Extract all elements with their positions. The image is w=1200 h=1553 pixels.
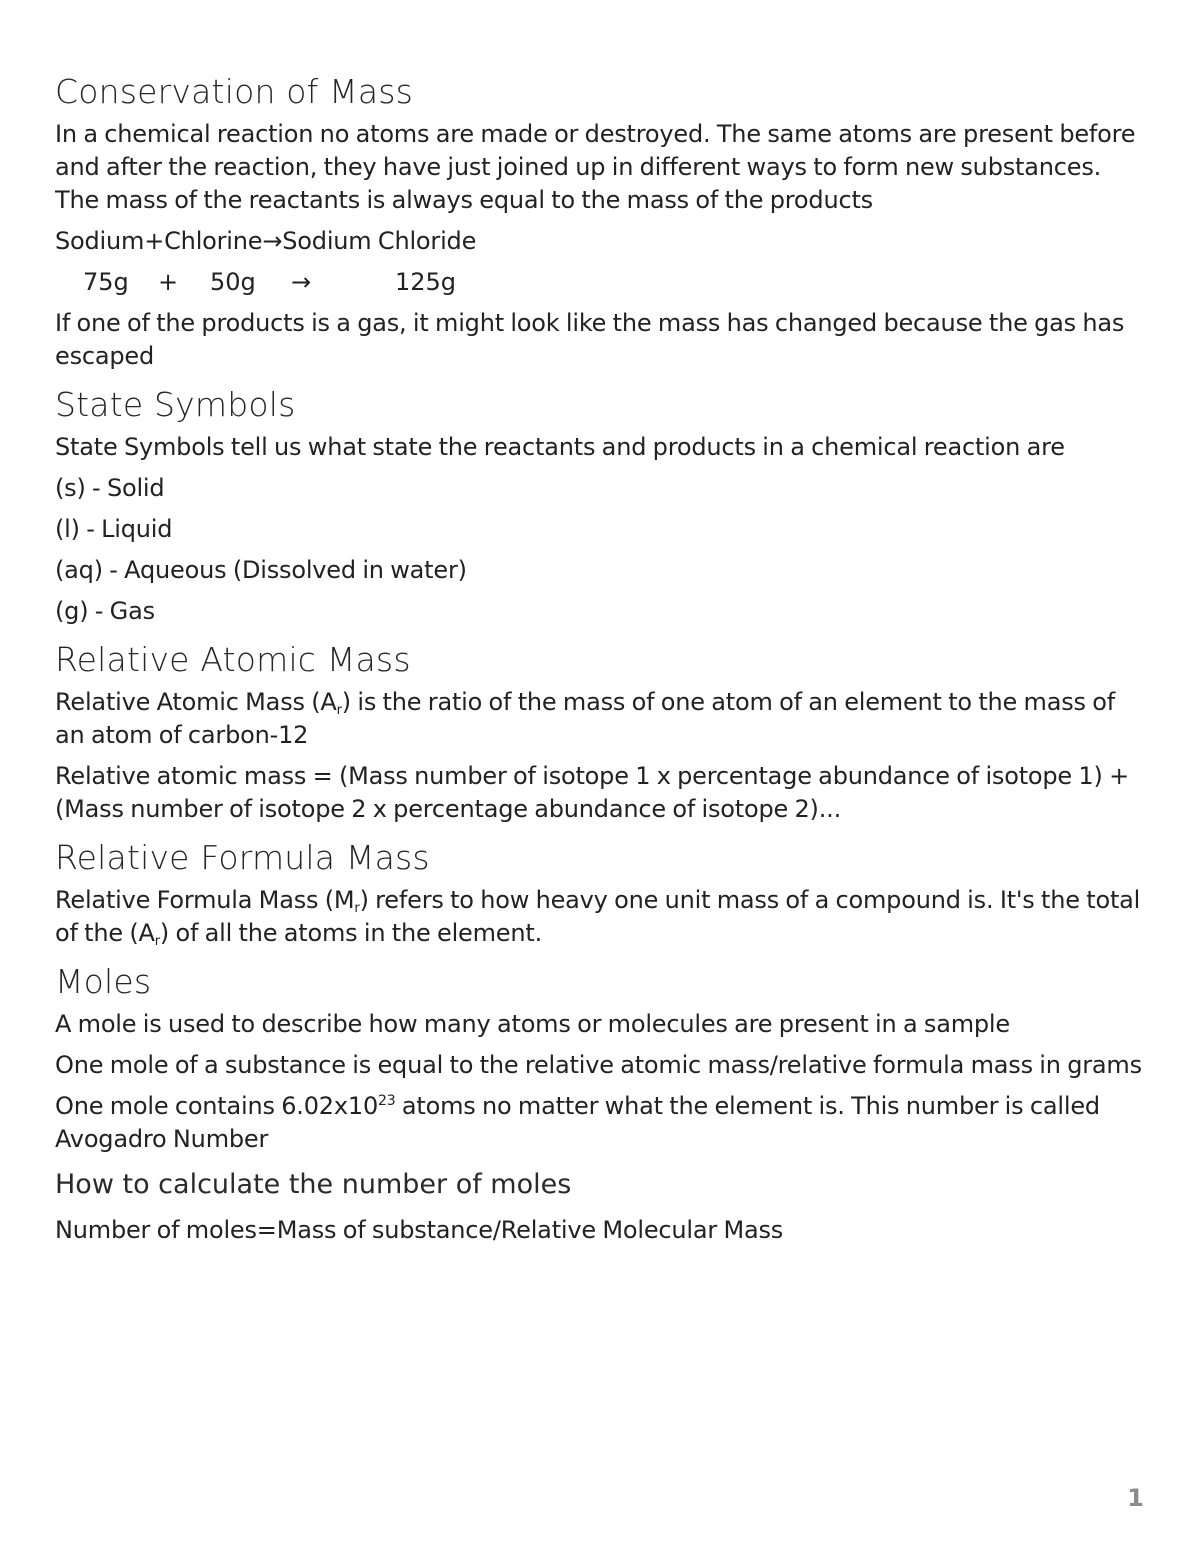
arrow-symbol: → [291, 268, 312, 296]
document-page [55, 72, 1150, 1259]
mass-product: 125g [395, 268, 457, 296]
state-symbol-liquid: (l) - Liquid [55, 515, 173, 543]
section-state-symbols [55, 385, 1150, 628]
avogadro-exponent: 23 [378, 1093, 396, 1109]
paragraph-relative-atomic-mass-definition [55, 686, 1150, 752]
mass-sodium: 75g [83, 268, 129, 296]
rfm-subscript: r [354, 901, 360, 916]
heading-relative-formula-mass: Relative Formula Mass [55, 838, 430, 877]
paragraph-gas-escape: If one of the products is a gas, it might look like the mass has changed because the gas has escaped [55, 309, 1125, 370]
section-calculate-moles [55, 1168, 1150, 1247]
ram-subscript: r [336, 703, 342, 718]
mass-equation [55, 266, 1150, 299]
paragraph-state-symbols-intro: State Symbols tell us what state the reactants and products in a chemical reaction are [55, 433, 1065, 461]
heading-conservation-of-mass: Conservation of Mass [55, 72, 414, 111]
ram-def-start: Relative Atomic Mass (A [55, 688, 337, 716]
heading-relative-atomic-mass: Relative Atomic Mass [55, 640, 411, 679]
section-conservation-of-mass [55, 72, 1150, 373]
ram-def-end: ) is the ratio of the mass of one atom of an element to the mass of an atom of carbon-12 [55, 688, 1115, 749]
paragraph-moles-formula: Number of moles=Mass of substance/Relative Molecular Mass [55, 1216, 784, 1244]
rfm-def-start: Relative Formula Mass (M [55, 886, 355, 914]
rfm-def-end: ) of all the atoms in the element. [159, 919, 542, 947]
rfm-def-middle: ) refers to how heavy one unit mass of a compound is. It's the total of the (A [55, 886, 1141, 947]
rfm-subscript-2: r [154, 934, 160, 949]
section-moles [55, 962, 1150, 1156]
paragraph-conservation-definition: In a chemical reaction no atoms are made or destroyed. The same atoms are present before and after the reaction, they have just joined up in different ways to form new substances. The mass of the reactants is always equal to the mass of the products [55, 120, 1136, 214]
state-symbol-gas: (g) - Gas [55, 597, 155, 625]
paragraph-relative-atomic-mass-formula: Relative atomic mass = (Mass number of isotope 1 x percentage abundance of isotope 1) + (Mass number of isotope 2 x percentage abundance of isotope 2)... [55, 762, 1130, 823]
heading-state-symbols: State Symbols [55, 385, 296, 424]
section-relative-atomic-mass [55, 640, 1150, 826]
paragraph-relative-formula-mass-definition [55, 884, 1150, 950]
word-equation: Sodium+Chlorine→Sodium Chloride [55, 227, 477, 255]
avogadro-end: atoms no matter what the element is. This number is called Avogadro Number [55, 1092, 1100, 1153]
paragraph-mole-mass: One mole of a substance is equal to the relative atomic mass/relative formula mass in grams [55, 1051, 1142, 1079]
paragraph-avogadro [55, 1090, 1150, 1156]
section-relative-formula-mass [55, 838, 1150, 950]
state-symbol-aqueous: (aq) - Aqueous (Dissolved in water) [55, 556, 467, 584]
paragraph-mole-definition: A mole is used to describe how many atoms or molecules are present in a sample [55, 1010, 1010, 1038]
mass-chlorine: 50g [210, 268, 256, 296]
state-symbol-solid: (s) - Solid [55, 474, 165, 502]
heading-moles: Moles [55, 962, 152, 1001]
plus-sign: + [158, 268, 179, 296]
heading-calculate-moles: How to calculate the number of moles [55, 1169, 572, 1200]
avogadro-start: One mole contains 6.02x10 [55, 1092, 379, 1120]
page-number: 1 [1127, 1484, 1144, 1512]
